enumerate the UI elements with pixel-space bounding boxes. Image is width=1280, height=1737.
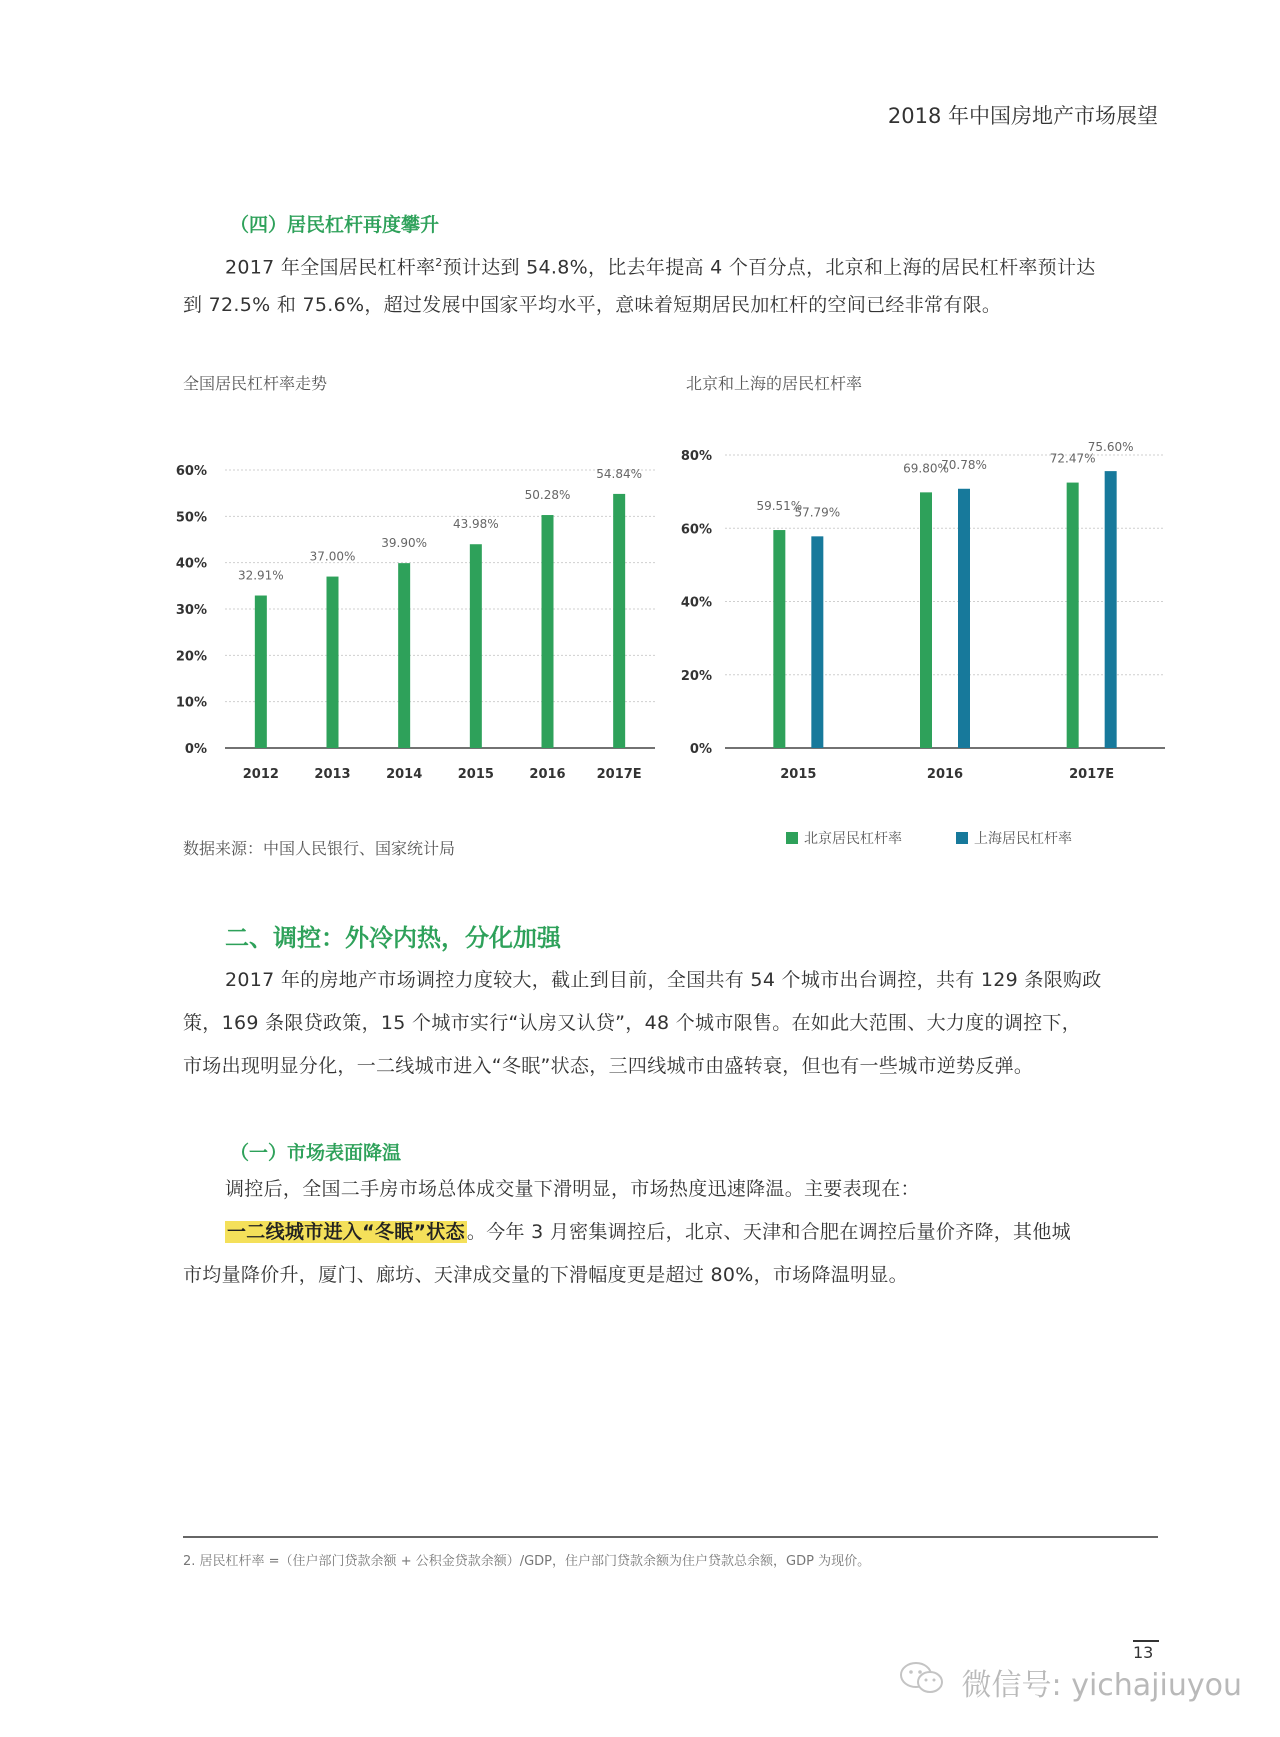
paragraph-line xyxy=(225,241,1096,289)
section-heading: （四）居民杠杆再度攀升 xyxy=(230,214,440,236)
x-tick-label: 2017E xyxy=(596,767,642,782)
y-tick-label: 0% xyxy=(184,742,207,757)
data-label: 72.47% xyxy=(1049,451,1096,466)
y-tick-label: 30% xyxy=(175,603,207,618)
x-tick-label: 2017E xyxy=(1069,767,1115,782)
bar xyxy=(1067,483,1079,748)
bar xyxy=(542,515,554,748)
legend-swatch xyxy=(956,832,968,844)
paragraph-line: 市场出现明显分化，一二线城市进入“冬眠”状态，三四线城市由盛转衰，但也有一些城市逆势反弹。 xyxy=(183,1055,1034,1077)
x-tick-label: 2015 xyxy=(457,767,494,782)
footnote-divider xyxy=(183,1536,1158,1538)
chart-title: 全国居民杠杆率走势 xyxy=(183,374,328,393)
paragraph-line: 2017 年的房地产市场调控力度较大，截止到目前，全国共有 54 个城市出台调控，共有 129 条限购政 xyxy=(225,969,1102,991)
y-tick-label: 20% xyxy=(175,649,207,665)
data-label: 70.78% xyxy=(941,457,987,472)
y-tick-label: 60% xyxy=(680,522,712,538)
section-heading: （一）市场表面降温 xyxy=(230,1142,402,1164)
bar xyxy=(1105,471,1117,748)
national-leverage-chart xyxy=(175,440,660,790)
x-tick-label: 2015 xyxy=(780,767,817,782)
watermark-text: 微信号: yichajiuyou xyxy=(961,1668,1242,1703)
bar xyxy=(811,536,823,748)
document-header-title: 2018 年中国房地产市场展望 xyxy=(887,104,1158,128)
bar xyxy=(470,544,482,748)
legend-item-beijing xyxy=(786,828,902,848)
bar xyxy=(613,494,625,748)
data-label: 75.60% xyxy=(1087,440,1134,455)
x-tick-label: 2014 xyxy=(386,767,423,782)
legend-label: 上海居民杠杆率 xyxy=(974,831,1072,847)
paragraph-line: 调控后，全国二手房市场总体成交量下滑明显，市场热度迅速降温。主要表现在： xyxy=(225,1178,920,1200)
data-label: 50.28% xyxy=(524,488,571,503)
bar xyxy=(773,530,785,748)
footnote: 2. 居民杠杆率 =（住户部门贷款余额 + 公积金贷款余额）/GDP，住户部门贷款余额为住户贷款总余额，GDP 为现价。 xyxy=(183,1554,871,1569)
paragraph-text: 2017 年全国居民杠杆率 xyxy=(225,256,436,279)
data-label: 69.80% xyxy=(903,461,949,476)
bar xyxy=(327,577,339,748)
x-tick-label: 2016 xyxy=(529,767,566,782)
paragraph-line: 市均量降价升，厦门、廊坊、天津成交量的下滑幅度更是超过 80%，市场降温明显。 xyxy=(183,1264,908,1286)
section-heading: 二、调控：外冷内热，分化加强 xyxy=(225,924,561,952)
x-tick-label: 2016 xyxy=(926,767,964,782)
page-number-rule xyxy=(1133,1640,1159,1642)
paragraph-text: 。今年 3 月密集调控后，北京、天津和合肥在调控后量价齐降，其他城 xyxy=(466,1221,1071,1243)
y-tick-label: 10% xyxy=(175,695,207,711)
bar xyxy=(920,492,932,748)
legend-label: 北京居民杠杆率 xyxy=(804,831,902,847)
beijing-shanghai-leverage-chart xyxy=(680,430,1170,790)
paragraph-line: 到 72.5% 和 75.6%，超过发展中国家平均水平，意味着短期居民加杠杆的空间已经非常有限。 xyxy=(183,294,1002,316)
y-tick-label: 40% xyxy=(680,595,712,611)
wechat-icon xyxy=(898,1660,946,1704)
highlighted-text: 一二线城市进入“冬眠”状态 xyxy=(227,1221,465,1243)
paragraph-line: 策，169 条限贷政策，15 个城市实行“认房又认贷”，48 个城市限售。在如此大范围、大力度的调控下， xyxy=(183,1012,1082,1034)
paragraph-line xyxy=(225,1211,1071,1254)
data-label: 57.79% xyxy=(794,505,841,520)
x-tick-label: 2013 xyxy=(314,767,351,782)
data-label: 39.90% xyxy=(381,536,428,551)
wechat-watermark xyxy=(898,1660,1242,1704)
bar xyxy=(398,563,410,748)
y-tick-label: 20% xyxy=(680,668,712,684)
page-number: 13 xyxy=(1133,1643,1154,1662)
bar xyxy=(255,596,267,748)
y-tick-label: 60% xyxy=(175,464,207,479)
data-label: 43.98% xyxy=(452,517,499,532)
paragraph-text: 预计达到 54.8%，比去年提高 4 个百分点，北京和上海的居民杠杆率预计达 xyxy=(442,256,1096,279)
data-label: 59.51% xyxy=(756,499,803,514)
data-label: 54.84% xyxy=(596,466,643,481)
y-tick-label: 50% xyxy=(175,510,207,526)
legend-swatch xyxy=(786,832,798,844)
y-tick-label: 80% xyxy=(680,449,712,464)
chart-title: 北京和上海的居民杠杆率 xyxy=(686,374,863,393)
data-source: 数据来源：中国人民银行、国家统计局 xyxy=(183,839,456,858)
y-tick-label: 40% xyxy=(175,556,207,572)
legend-item-shanghai xyxy=(956,828,1072,848)
bar xyxy=(958,489,970,748)
data-label: 32.91% xyxy=(237,568,284,583)
footnote-ref: 2 xyxy=(435,256,443,269)
data-label: 37.00% xyxy=(309,549,356,564)
y-tick-label: 0% xyxy=(689,742,712,757)
x-tick-label: 2012 xyxy=(242,767,279,782)
